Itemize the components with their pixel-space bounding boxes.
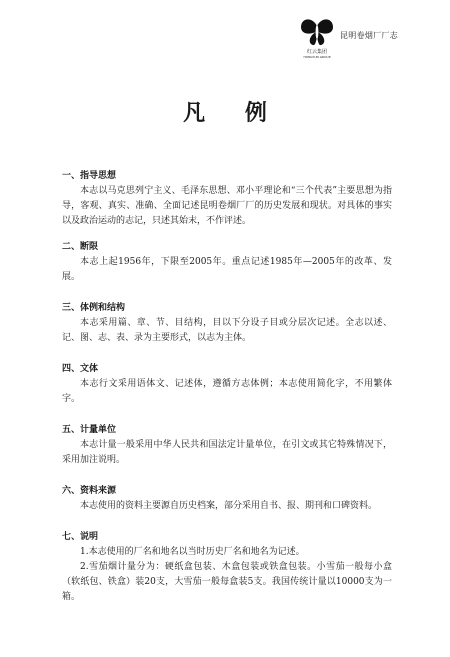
section-heading: 二、断限 [62,242,99,252]
header-title: 昆明卷烟厂厂志 [340,31,399,40]
section-paragraph: 2.雪茄烟计量分为：硬纸盒包装、木盒包装或铁盒包装。小雪茄一般每小盒（软纸包、铁盒）装20支，大雪茄一般每盒装5支。我国传统计量以10000支为一箱。 [62,562,392,602]
section-heading: 三、体例和结构 [62,303,126,313]
section-units [62,424,392,468]
section-time-limit [62,241,392,285]
section-heading: 四、文体 [62,364,99,374]
page-header [300,18,450,58]
section-paragraph: 本志采用篇、章、节、目结构，目以下分设子目或分层次记述。全志以述、记、图、志、表、录为主要形式，以志为主体。 [62,318,392,343]
section-notes [62,531,392,605]
section-paragraph: 本志计量一般采用中华人民共和国法定计量单位，在引文或其它特殊情况下，采用加注说明。 [62,440,392,465]
section-heading: 六、资料来源 [62,486,117,496]
section-heading: 五、计量单位 [62,425,117,435]
section-paragraph: 本志行文采用语体文、记述体，遵循方志体例；本志使用简化字，不用繁体字。 [62,379,392,404]
section-paragraph: 本志上起1956年，下限至2005年。重点记述1985年—2005年的改革、发展。 [62,257,392,282]
page-title: 凡 例 [183,101,283,126]
section-style [62,363,392,407]
section-guiding-ideology [62,170,392,229]
logo-text: 红云集团 [306,49,327,55]
section-paragraph: 本志以马克思列宁主义、毛泽东思想、邓小平理论和“三个代表”主要思想为指导，客观、真实、准确、全面记述昆明卷烟厂厂的历史发展和现状。对具体的事实以及政治运动的志记，只述其始末，不作评述。 [62,186,392,226]
sections-container [62,170,392,605]
section-heading: 七、说明 [62,532,99,542]
section-structure [62,302,392,346]
logo-subtext: HONGYUN GROUP [303,55,331,59]
section-sources [62,485,392,514]
butterfly-logo-icon [300,18,334,50]
section-heading: 一、指导思想 [62,171,117,181]
company-logo [300,18,334,58]
section-paragraph: 本志使用的资料主要源自历史档案，部分采用自书、报、期刊和口碑资料。 [80,501,378,511]
section-paragraph: 1.本志使用的厂名和地名以当时历史厂名和地名为记述。 [80,547,305,557]
